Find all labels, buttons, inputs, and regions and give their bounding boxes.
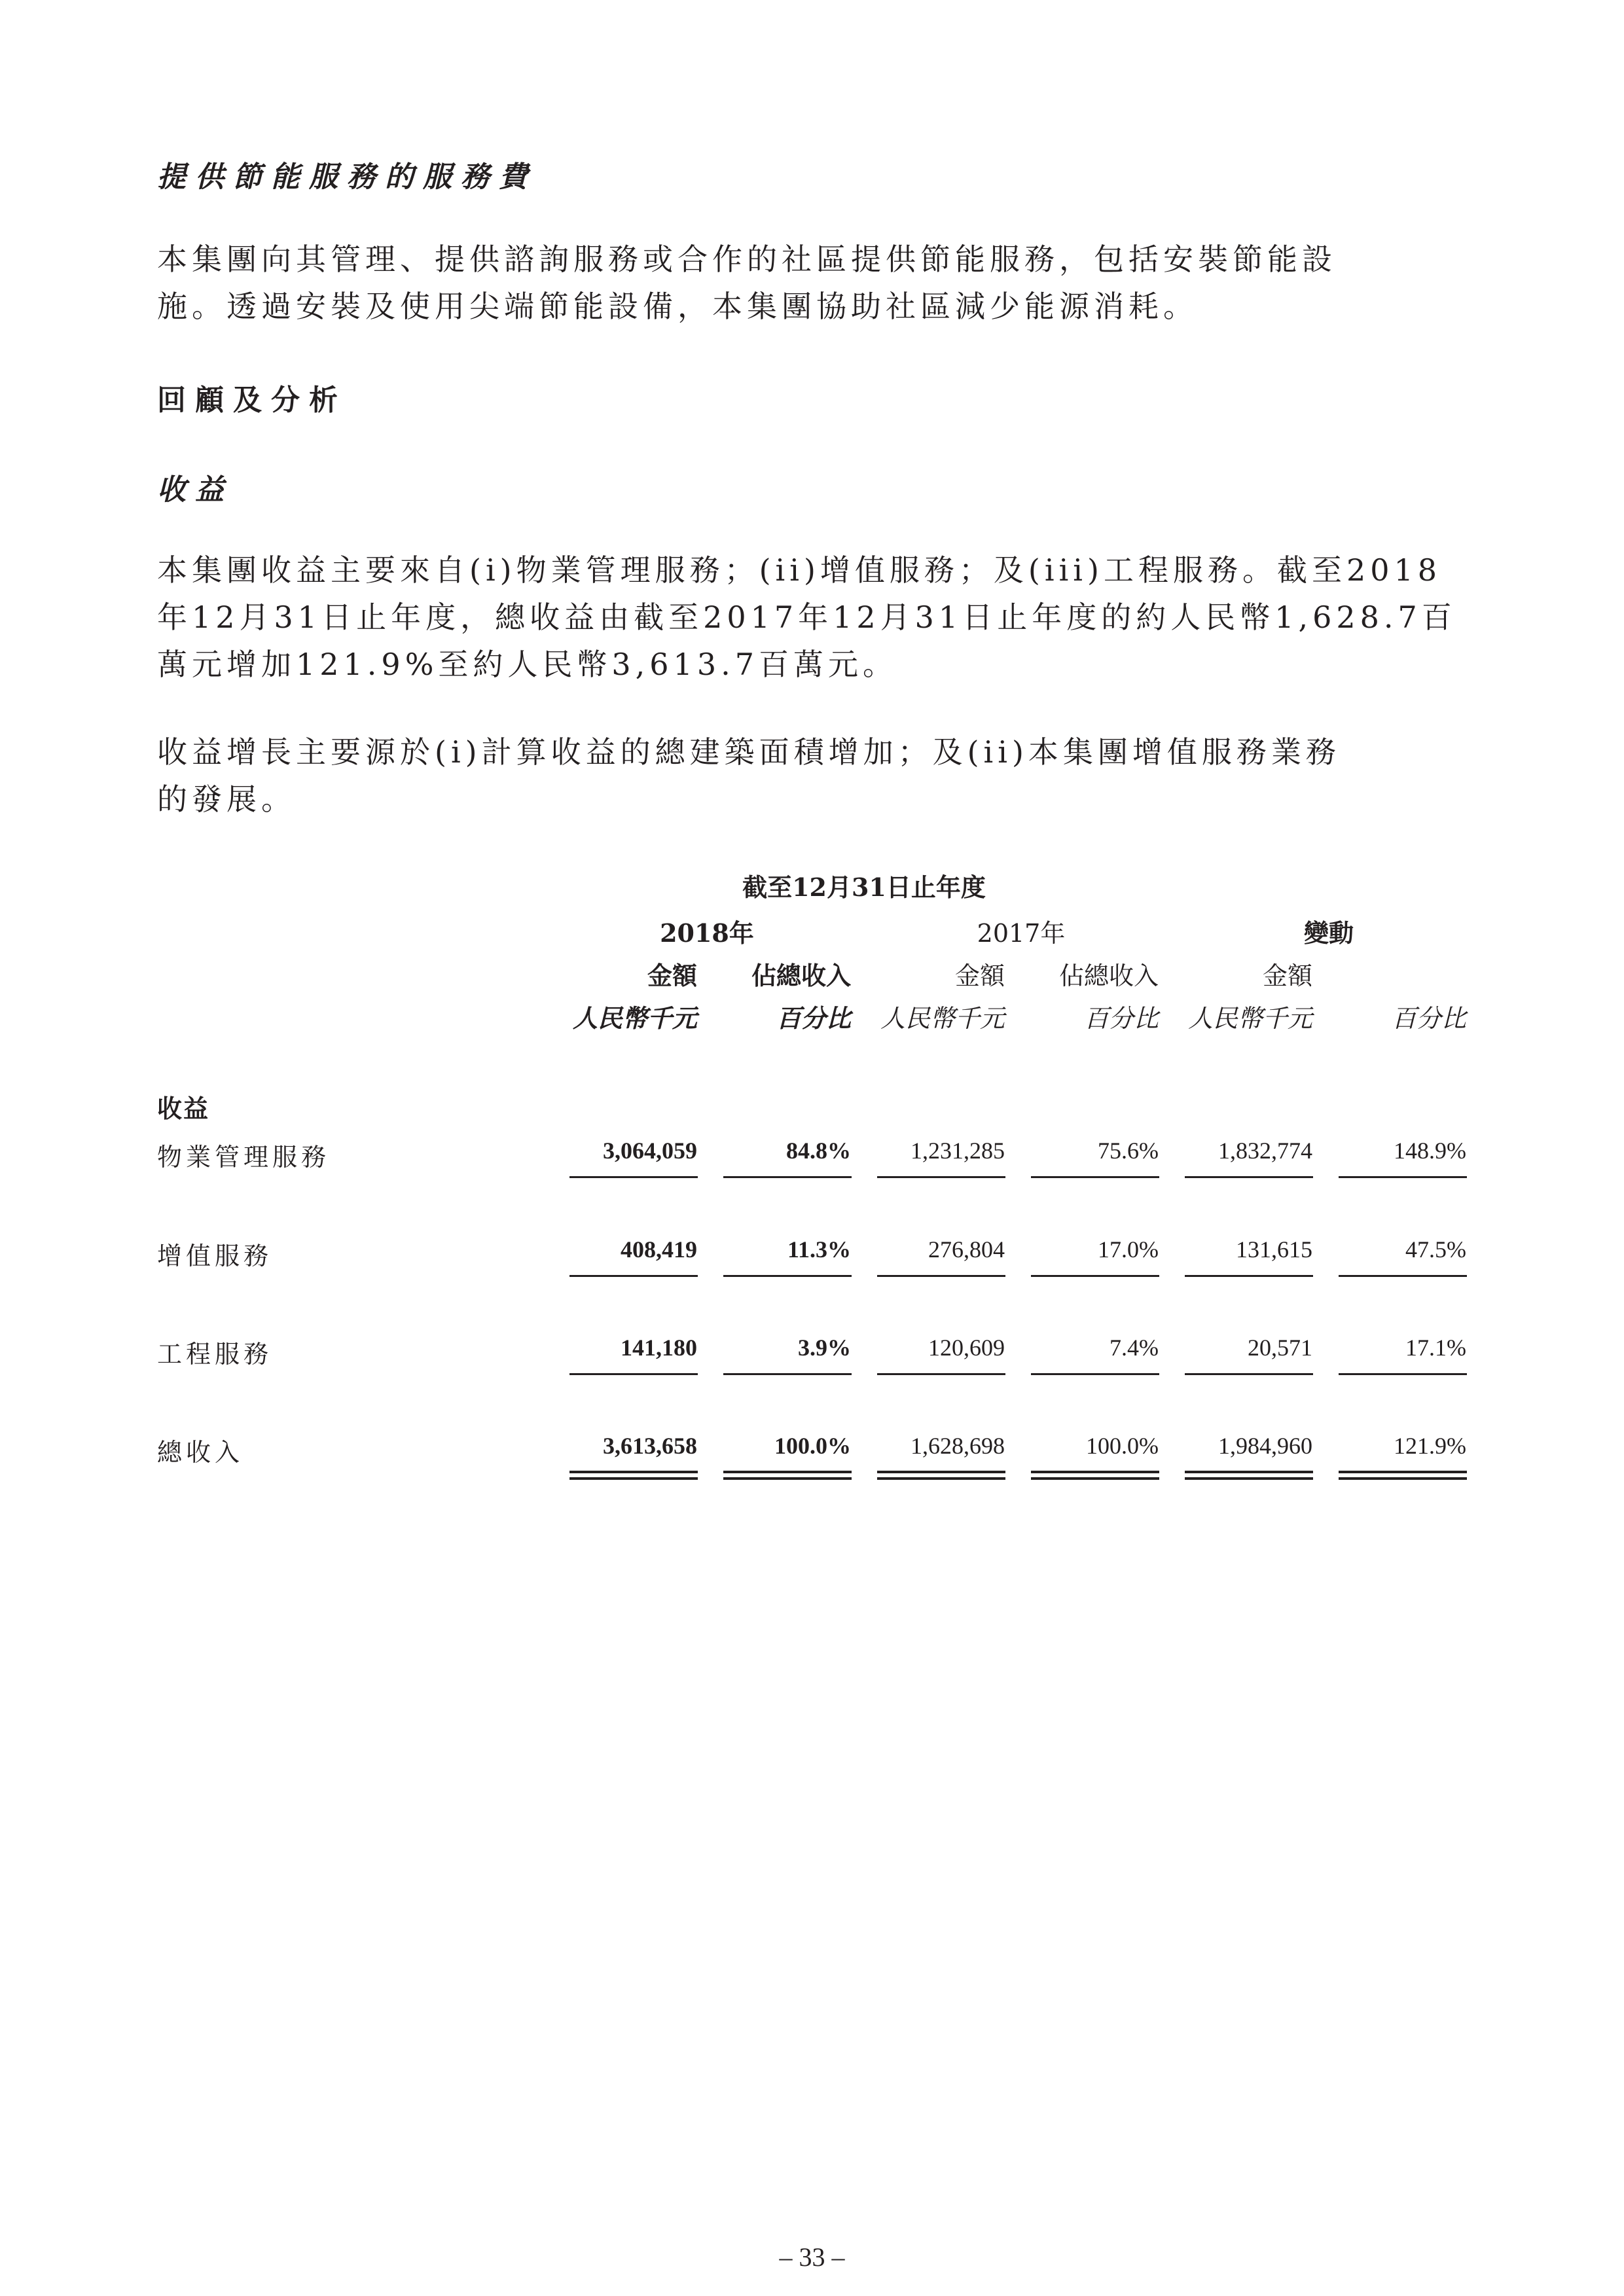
col-unit-2018-amount: 人民幣千元 [572,1003,697,1033]
cell-underline [723,1275,852,1277]
table-cell: 1,832,774 [1218,1138,1312,1164]
cell-underline [877,1176,1005,1178]
cell-underline [877,1373,1005,1375]
cell-underline [723,1373,852,1375]
section-heading-revenue: 收益 [157,473,233,507]
cell-underline [1339,1176,1467,1178]
table-row-label: 總收入 [157,1438,244,1467]
total-double-underline [1031,1471,1159,1480]
table-cell: 120,609 [928,1335,1005,1361]
table-cell: 3,064,059 [603,1138,697,1164]
table-cell: 100.0% [1086,1433,1159,1459]
section-heading-review-analysis: 回顧及分析 [157,384,347,417]
table-cell: 47.5% [1405,1236,1466,1263]
cell-underline [1185,1373,1313,1375]
col-unit-2017-amount: 人民幣千元 [880,1004,1005,1033]
revenue-paragraph-2 [157,728,1473,823]
table-cell: 1,231,285 [911,1138,1005,1164]
table-row-label: 增值服務 [157,1242,273,1270]
cell-underline [877,1275,1005,1277]
cell-underline [1031,1275,1159,1277]
table-cell: 121.9% [1394,1433,1466,1459]
col-header-2017-amount: 金額 [954,961,1005,990]
cell-underline [723,1176,852,1178]
table-cell: 148.9% [1394,1138,1466,1164]
col-unit-change-percent: 百分比 [1391,1004,1466,1033]
table-group-header-2017: 2017年 [977,919,1066,948]
paragraph-line: 本集團向其管理、提供諮詢服務或合作的社區提供節能服務，包括安裝節能設 [157,242,1337,277]
revenue-paragraph-1 [157,547,1473,688]
paragraph-line: 年12月31日止年度，總收益由截至2017年12月31日止年度的約人民幣1,628.7百 [157,600,1456,635]
table-cell: 17.1% [1405,1335,1466,1361]
cell-underline [569,1373,698,1375]
cell-underline [1031,1176,1159,1178]
total-double-underline [723,1471,852,1480]
paragraph-line: 收益增長主要源於(i)計算收益的總建築面積增加；及(ii)本集團增值服務業務 [157,734,1341,770]
col-header-2018-amount: 金額 [647,961,697,990]
table-cell: 75.6% [1098,1138,1159,1164]
page-number: – 33 – [779,2242,845,2272]
total-double-underline [569,1471,698,1480]
table-cell: 100.0% [774,1433,851,1459]
col-unit-2017-percent: 百分比 [1083,1004,1159,1033]
table-cell: 1,628,698 [911,1433,1005,1459]
total-double-underline [1185,1471,1313,1480]
table-cell: 1,984,960 [1218,1433,1312,1459]
table-row-label: 工程服務 [157,1340,273,1369]
col-header-change-amount: 金額 [1262,961,1312,990]
table-cell: 276,804 [928,1236,1005,1263]
energy-saving-paragraph [157,236,1473,330]
col-header-2017-percent: 佔總收入 [1058,961,1159,990]
col-header-2018-percent: 佔總收入 [751,961,851,990]
table-cell: 7.4% [1110,1335,1159,1361]
table-cell: 84.8% [786,1138,851,1164]
table-cell: 3.9% [798,1335,851,1361]
table-cell: 20,571 [1248,1335,1312,1361]
cell-underline [1339,1275,1467,1277]
table-row-label: 物業管理服務 [157,1143,331,1172]
col-unit-change-amount: 人民幣千元 [1187,1004,1312,1033]
paragraph-line: 本集團收益主要來自(i)物業管理服務；(ii)增值服務；及(iii)工程服務。截至2018 [157,552,1442,588]
cell-underline [1185,1275,1313,1277]
table-cell: 3,613,658 [603,1433,697,1459]
table-group-header-change: 變動 [1303,918,1354,948]
table-cell: 408,419 [621,1236,697,1263]
cell-underline [1031,1373,1159,1375]
cell-underline [1339,1373,1467,1375]
table-cell: 141,180 [621,1335,697,1361]
table-section-label-revenue: 收益 [157,1094,210,1123]
table-cell: 17.0% [1098,1236,1159,1263]
table-cell: 131,615 [1236,1236,1312,1263]
section-heading-energy-saving: 提供節能服務的服務費 [157,160,537,194]
total-double-underline [1339,1471,1467,1480]
col-unit-2018-percent: 百分比 [776,1003,851,1033]
paragraph-line: 的發展。 [157,781,296,817]
cell-underline [569,1275,698,1277]
cell-underline [569,1176,698,1178]
table-period-header: 截至12月31日止年度 [742,872,986,902]
paragraph-line: 施。透過安裝及使用尖端節能設備，本集團協助社區減少能源消耗。 [157,289,1198,324]
cell-underline [1185,1176,1313,1178]
paragraph-line: 萬元增加121.9%至約人民幣3,613.7百萬元。 [157,647,897,682]
table-cell: 11.3% [787,1236,851,1263]
total-double-underline [877,1471,1005,1480]
table-group-header-2018: 2018年 [660,918,754,948]
